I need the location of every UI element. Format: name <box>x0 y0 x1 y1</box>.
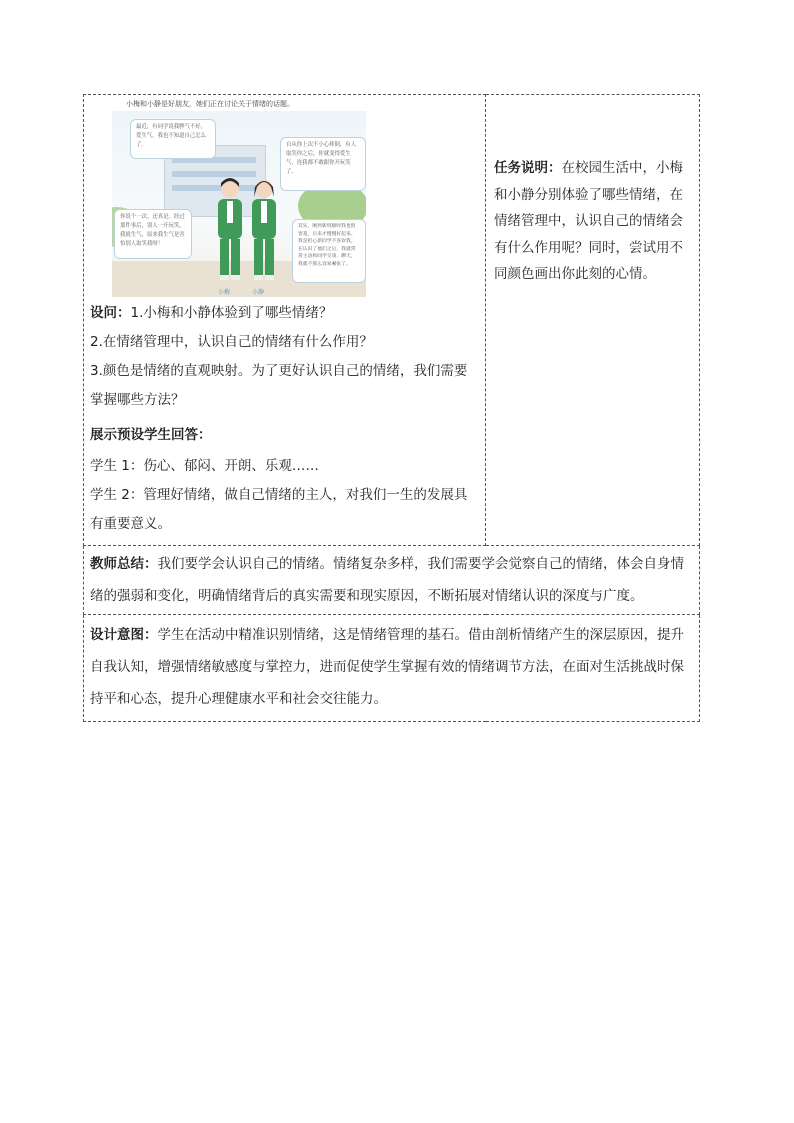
design-cell <box>84 615 700 722</box>
speech-bubble-xiaojing-1: 自从你上次不小心摔倒，有人取笑你之后，你就变得爱生气，连我都不敢跟你开玩笑了。 <box>280 137 366 191</box>
design-label: 设计意图： <box>90 627 158 643</box>
name-label-xiaojing: 小静 <box>252 289 265 296</box>
lesson-page <box>83 94 699 722</box>
speech-bubble-xiaomei-2: 你说个一次。还真是。经过那件事后，别人一开玩笑，我就生气，原来我生气是害怕别人取笑我呀！ <box>114 209 192 259</box>
teacher-summary <box>84 546 699 614</box>
answer-student-2: 学生 2：管理好情绪，做自己情绪的主人，对我们一生的发展具有重要意义。 <box>90 487 468 532</box>
question-1-text: 1.小梅和小静体验到了哪些情绪？ <box>130 305 333 321</box>
question-3: 3.颜色是情绪的直观映射。为了更好认识自己的情绪，我们需要掌握哪些方法？ <box>90 363 468 408</box>
illustration-caption: 小梅和小静是好朋友，她们正在讨论关于情绪的话题。 <box>126 100 294 108</box>
summary-label: 教师总结： <box>90 556 158 572</box>
student-xiaomei <box>218 178 242 280</box>
design-intent <box>84 615 699 721</box>
name-label-xiaomei: 小梅 <box>218 289 231 296</box>
task-label: 任务说明： <box>494 160 562 176</box>
answers-heading: 展示预设学生回答： <box>90 427 212 443</box>
question-1 <box>90 299 479 328</box>
question-2: 2.在情绪管理中，认识自己的情绪有什么作用？ <box>90 334 373 350</box>
task-text: 在校园生活中，小梅和小静分别体验了哪些情绪，在情绪管理中，认识自己的情绪会有什么作用呢？同时，尝试用不同颜色画出你此刻的心情。 <box>494 160 683 282</box>
answer-student-1: 学生 1：伤心、郁闷、开朗、乐观…… <box>90 458 319 474</box>
lesson-table <box>83 94 700 722</box>
question-lead: 设问： <box>90 305 131 321</box>
summary-cell <box>84 546 700 615</box>
task-cell <box>486 95 700 546</box>
summary-text: 我们要学会认识自己的情绪。情绪复杂多样，我们需要学会觉察自己的情绪，体会自身情绪的强弱和变化，明确情绪背后的真实需要和现实原因，不断拓展对情绪认识的深度与广度。 <box>90 556 684 604</box>
design-text: 学生在活动中精准识别情绪，这是情绪管理的基石。借由剖析情绪产生的深层原因，提升自我认知，增强情绪敏感度与掌控力，进而促使学生掌握有效的情绪调节方法，在面对生活挑战时保持平和心态，提升心理健康水平和社会交往能力。 <box>90 627 684 707</box>
speech-bubble-xiaomei-1: 最近，有同学说我脾气不好，爱生气，我也不知道自己怎么了。 <box>130 119 216 159</box>
speech-bubble-xiaojing-2: 其实，刚到新班级时我也很害羞，后来才慢慢好起来。我是担心新同学不喜欢我，在认识了他们之后，我就常常主动和同学交谈、聊天，我就不那么容易紧张了。 <box>292 219 366 283</box>
two-students-figure <box>208 175 288 287</box>
activity-cell <box>84 95 486 546</box>
student-xiaojing <box>252 180 276 280</box>
task-description <box>486 95 699 288</box>
textbook-illustration <box>112 111 366 297</box>
